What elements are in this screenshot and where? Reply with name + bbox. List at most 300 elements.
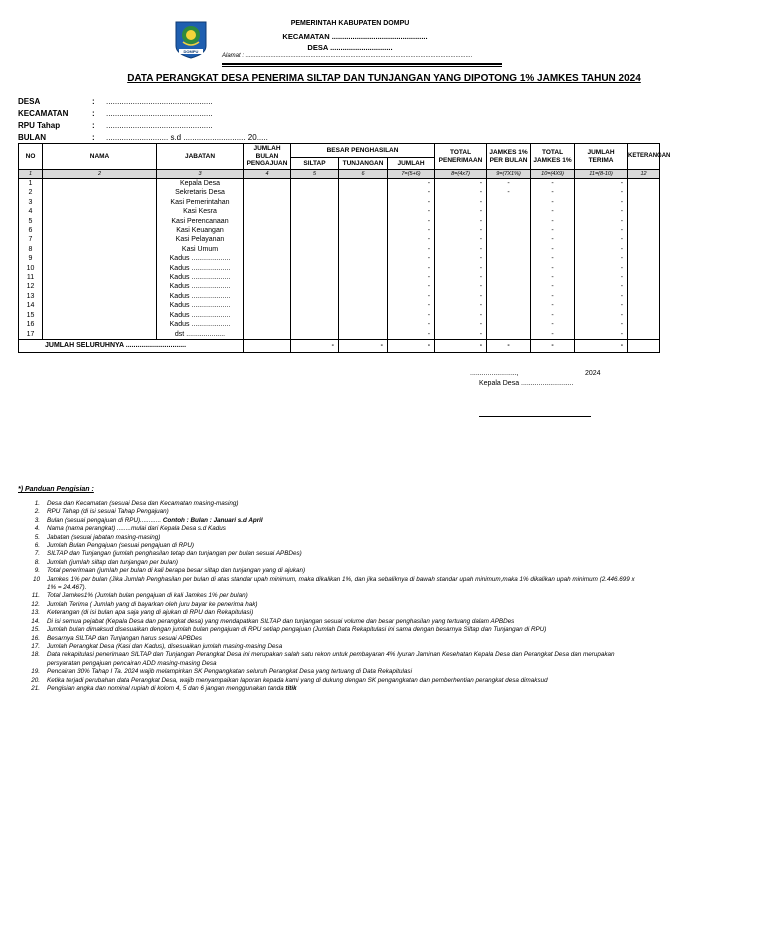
row-tunjangan xyxy=(339,226,388,235)
row-tunjangan xyxy=(339,198,388,207)
row-jumlah: - xyxy=(388,179,435,189)
row-keterangan xyxy=(628,282,660,291)
guide-item-body: Bulan (sesuai pengajuan di RPU)............ xyxy=(47,516,162,524)
row-jumlah-terima: - xyxy=(575,179,628,189)
row-keterangan xyxy=(628,235,660,244)
row-total-penerimaan: - xyxy=(435,207,487,216)
header-siltap: SILTAP xyxy=(291,158,339,170)
guide-item-number: 4. xyxy=(34,525,40,533)
row-siltap xyxy=(291,188,339,197)
guide-item-body: Data rekapitulasi penerimaan SILTAP dan Tunjangan Perangkat Desa ini merupakan salah satu rekon untuk pembayaran 4% Iyuran Jaminan Kesehatan Kepala Desa dan Perangkat Desa dan merupakan persyaratan pengajuan pencairan ADD masing-masing Desa xyxy=(47,651,615,667)
row-jumlah: - xyxy=(388,226,435,235)
row-keterangan xyxy=(628,207,660,216)
row-keterangan xyxy=(628,226,660,235)
row-total-jamkes: - xyxy=(531,198,575,207)
row-no: 13 xyxy=(19,292,43,301)
guide-item-number: 12. xyxy=(31,600,40,608)
row-total-penerimaan: - xyxy=(435,188,487,197)
header-pemerintah: PEMERINTAH KABUPATEN DOMPU xyxy=(290,20,410,27)
row-jumlah-bulan xyxy=(244,301,291,310)
guide-item-body: Besarnya SILTAP dan Tunjangan harus sesuai APBDes xyxy=(47,634,202,642)
row-nama xyxy=(43,292,157,301)
row-jumlah-terima: - xyxy=(575,264,628,273)
guide-item-text xyxy=(47,550,638,558)
row-nama xyxy=(43,282,157,291)
guide-item-body: Jamkes 1% per bulan (Jika Jumlah Penghasilan per bulan di atas standar upah minimum, maka dikalikan 1%, dan jika sebaliknya di bawah standar upah minimum,maka 1% dikalikan upah minimum (2.446.699 x 1% = 24.467). xyxy=(47,575,635,592)
guide-item-number: 3. xyxy=(34,516,40,524)
row-jumlah-bulan xyxy=(244,179,291,189)
row-total-penerimaan: - xyxy=(435,245,487,254)
row-jumlah-terima: - xyxy=(575,320,628,329)
row-jamkes xyxy=(487,254,531,263)
row-jumlah: - xyxy=(388,198,435,207)
row-jabatan: Kadus .................... xyxy=(157,320,244,329)
guide-item-number: 2. xyxy=(34,508,40,516)
row-siltap xyxy=(291,179,339,189)
row-total-penerimaan: - xyxy=(435,254,487,263)
row-jamkes: - xyxy=(487,179,531,189)
guide-item-text xyxy=(47,685,638,693)
guide-list xyxy=(18,500,638,693)
row-nama xyxy=(43,179,157,189)
row-total-jamkes: - xyxy=(531,292,575,301)
header-besar-penghasilan: BESAR PENGHASILAN xyxy=(291,144,435,158)
row-siltap xyxy=(291,226,339,235)
row-keterangan xyxy=(628,330,660,340)
row-no: 6 xyxy=(19,226,43,235)
row-total-penerimaan: - xyxy=(435,282,487,291)
row-jumlah: - xyxy=(388,235,435,244)
guide-item xyxy=(18,626,638,634)
table-row xyxy=(19,273,660,282)
table-row xyxy=(19,207,660,216)
guide-item-body: Jumlah Terima ( Jumlah yang di bayarkan oleh juru bayar ke penerima hak) xyxy=(47,600,258,608)
guide-title: *) Panduan Pengisian : xyxy=(18,486,94,493)
row-jabatan: Kasi Pelayanan xyxy=(157,235,244,244)
guide-item-text xyxy=(47,643,638,651)
row-nama xyxy=(43,226,157,235)
row-nama xyxy=(43,301,157,310)
row-jumlah: - xyxy=(388,188,435,197)
row-jumlah-terima: - xyxy=(575,217,628,226)
table-row xyxy=(19,245,660,254)
guide-item xyxy=(18,559,638,567)
guide-item-body: Keterangan (di isi bulan apa saja yang di ajukan di RPU dan Rekapitulasi) xyxy=(47,609,254,617)
guide-item-number: 8. xyxy=(34,558,40,566)
row-keterangan xyxy=(628,254,660,263)
row-jumlah-terima: - xyxy=(575,311,628,320)
row-keterangan xyxy=(628,311,660,320)
column-number-row xyxy=(19,170,660,179)
guide-item-number: 7. xyxy=(34,550,40,558)
siltap-table xyxy=(18,143,671,353)
row-no: 12 xyxy=(19,282,43,291)
info-rpu-tahap: RPU Tahap : ................................................ xyxy=(18,121,213,130)
guide-item-text xyxy=(47,525,638,533)
header-rule-thick xyxy=(222,63,502,65)
row-total-penerimaan: - xyxy=(435,264,487,273)
row-jumlah-terima: - xyxy=(575,198,628,207)
signature-title: Kepala Desa ........................... xyxy=(479,380,574,387)
header-jumlah: JUMLAH xyxy=(388,158,435,170)
table-row xyxy=(19,292,660,301)
row-jabatan: Kadus .................... xyxy=(157,254,244,263)
row-total-jamkes: - xyxy=(531,320,575,329)
row-tunjangan xyxy=(339,292,388,301)
row-jabatan: Kadus .................... xyxy=(157,282,244,291)
row-jabatan: Kasi Pemerintahan xyxy=(157,198,244,207)
row-jamkes xyxy=(487,245,531,254)
row-siltap xyxy=(291,245,339,254)
row-no: 4 xyxy=(19,207,43,216)
guide-item-body: RPU Tahap (di isi sesuai Tahap Pengajuan) xyxy=(47,508,169,516)
info-kecamatan: KECAMATAN : ................................................ xyxy=(18,109,213,118)
row-jumlah-bulan xyxy=(244,254,291,263)
row-keterangan xyxy=(628,179,660,189)
guide-item-number: 11. xyxy=(31,592,40,600)
row-nama xyxy=(43,273,157,282)
guide-item xyxy=(18,525,638,533)
row-jumlah: - xyxy=(388,207,435,216)
guide-item-number: 14. xyxy=(31,617,40,625)
total-row xyxy=(19,339,660,352)
guide-item-text xyxy=(47,609,638,617)
row-nama xyxy=(43,188,157,197)
total-tunjangan: - xyxy=(339,339,388,352)
row-jumlah-terima: - xyxy=(575,235,628,244)
guide-item-number: 10 xyxy=(32,575,40,583)
row-jabatan: Kadus .................... xyxy=(157,311,244,320)
row-total-jamkes: - xyxy=(531,207,575,216)
row-tunjangan xyxy=(339,207,388,216)
row-jumlah-bulan xyxy=(244,245,291,254)
row-keterangan xyxy=(628,292,660,301)
total-jamkes: - xyxy=(487,339,531,352)
guide-item-text xyxy=(47,500,638,508)
row-jabatan: Kasi Keuangan xyxy=(157,226,244,235)
header-jamkes: JAMKES 1% PER BULAN xyxy=(487,144,531,170)
guide-item-body: Jabatan (sesuai jabatan masing-masing) xyxy=(47,533,161,541)
row-no: 15 xyxy=(19,311,43,320)
header-jumlah-bulan: JUMLAH BULAN PENGAJUAN xyxy=(244,144,291,170)
guide-item-text xyxy=(47,668,638,676)
guide-item xyxy=(18,618,638,626)
row-jumlah-bulan xyxy=(244,207,291,216)
svg-text:DOMPU: DOMPU xyxy=(183,49,199,54)
total-keterangan xyxy=(628,339,660,352)
row-jamkes xyxy=(487,273,531,282)
guide-item-body: Total Jamkes1% (Jumlah bulan pengajuan di kali Jamkes 1% per bulan) xyxy=(47,592,248,600)
row-total-jamkes: - xyxy=(531,188,575,197)
row-nama xyxy=(43,254,157,263)
row-jumlah-terima: - xyxy=(575,188,628,197)
guide-item-body: Ketika terjadi perubahan data Perangkat Desa, wajib menyampaikan laporan kepada kami yang di dukung dengan SK pengangkatan dan pemberhentian perangkat desa dimaksud xyxy=(47,676,548,684)
row-jabatan: Kasi Umum xyxy=(157,245,244,254)
row-tunjangan xyxy=(339,301,388,310)
row-jamkes xyxy=(487,207,531,216)
row-siltap xyxy=(291,217,339,226)
guide-item-body: Di isi semua pejabat (Kepala Desa dan perangkat desa) yang mendapatkan SILTAP dan tunjangan sesuai volume dan besar penghasilan yang tertuang dalam APBDes xyxy=(47,617,515,625)
row-jumlah-terima: - xyxy=(575,245,628,254)
row-total-penerimaan: - xyxy=(435,226,487,235)
total-jumlah: - xyxy=(388,339,435,352)
row-no: 5 xyxy=(19,217,43,226)
guide-item xyxy=(18,542,638,550)
row-tunjangan xyxy=(339,235,388,244)
table-row xyxy=(19,217,660,226)
row-siltap xyxy=(291,273,339,282)
header-total-penerimaan: TOTAL PENERIMAAN xyxy=(435,144,487,170)
total-terima: - xyxy=(575,339,628,352)
row-siltap xyxy=(291,282,339,291)
row-total-penerimaan: - xyxy=(435,179,487,189)
guide-item xyxy=(18,508,638,516)
guide-item xyxy=(18,635,638,643)
header-nama: NAMA xyxy=(43,144,157,170)
row-total-jamkes: - xyxy=(531,245,575,254)
column-number: 12 xyxy=(628,170,660,179)
total-label: JUMLAH SELURUHNYA ............................... xyxy=(19,339,244,352)
row-jumlah-bulan xyxy=(244,330,291,340)
guide-item-body: Pencairan 30% Tahap I Ta. 2024 wajib melampirkan SK Pengangkatan seluruh Perangkat Desa yang tertuang di Data Rekapitulasi xyxy=(47,668,412,676)
row-nama xyxy=(43,198,157,207)
row-jamkes xyxy=(487,330,531,340)
row-tunjangan xyxy=(339,273,388,282)
guide-item-number: 9. xyxy=(34,567,40,575)
guide-item-text xyxy=(47,576,638,593)
row-keterangan xyxy=(628,217,660,226)
guide-item xyxy=(18,500,638,508)
row-total-penerimaan: - xyxy=(435,301,487,310)
guide-item-text xyxy=(47,508,638,516)
row-total-penerimaan: - xyxy=(435,235,487,244)
row-tunjangan xyxy=(339,179,388,189)
guide-item xyxy=(18,517,638,525)
row-siltap xyxy=(291,330,339,340)
row-jumlah-bulan xyxy=(244,320,291,329)
row-jumlah: - xyxy=(388,254,435,263)
guide-item-text xyxy=(47,534,638,542)
guide-item-text xyxy=(47,626,638,634)
row-nama xyxy=(43,320,157,329)
info-desa: DESA : ................................................ xyxy=(18,97,213,106)
guide-item-text xyxy=(47,567,638,575)
row-jumlah-bulan xyxy=(244,226,291,235)
row-nama xyxy=(43,311,157,320)
header-alamat: Alamat : ........................................................................................................................................ xyxy=(222,53,473,59)
row-jumlah: - xyxy=(388,311,435,320)
guide-item-text xyxy=(47,677,638,685)
row-total-penerimaan: - xyxy=(435,292,487,301)
column-number: 7=(5+6) xyxy=(388,170,435,179)
row-jumlah: - xyxy=(388,273,435,282)
guide-item-body: Jumlah Bulan Pengajuan (sesuai pengajuan di RPU) xyxy=(47,542,195,550)
row-jumlah-bulan xyxy=(244,282,291,291)
signature-year: 2024 xyxy=(585,370,601,377)
row-siltap xyxy=(291,301,339,310)
row-jabatan: Kasi Perencanaan xyxy=(157,217,244,226)
row-keterangan xyxy=(628,264,660,273)
row-siltap xyxy=(291,207,339,216)
row-tunjangan xyxy=(339,217,388,226)
guide-item-bold: titik xyxy=(285,684,297,692)
row-total-jamkes: - xyxy=(531,235,575,244)
row-jamkes xyxy=(487,226,531,235)
table-row xyxy=(19,179,660,189)
column-number: 4 xyxy=(244,170,291,179)
row-tunjangan xyxy=(339,264,388,273)
row-jabatan: dst .................... xyxy=(157,330,244,340)
row-no: 17 xyxy=(19,330,43,340)
table-row xyxy=(19,282,660,291)
kabupaten-dompu-logo xyxy=(174,20,208,60)
row-nama xyxy=(43,264,157,273)
row-jamkes xyxy=(487,264,531,273)
row-jabatan: Kadus .................... xyxy=(157,264,244,273)
guide-item xyxy=(18,576,638,593)
signature-line xyxy=(479,416,591,417)
row-keterangan xyxy=(628,320,660,329)
row-jumlah-bulan xyxy=(244,292,291,301)
row-jamkes xyxy=(487,235,531,244)
row-no: 2 xyxy=(19,188,43,197)
guide-item-body: Desa dan Kecamatan (sesuai Desa dan Kecamatan masing-masing) xyxy=(47,500,239,507)
row-jamkes xyxy=(487,320,531,329)
row-siltap xyxy=(291,264,339,273)
table-row xyxy=(19,311,660,320)
guide-item xyxy=(18,592,638,600)
column-number: 3 xyxy=(157,170,244,179)
row-keterangan xyxy=(628,245,660,254)
guide-item-text xyxy=(47,618,638,626)
row-nama xyxy=(43,217,157,226)
row-tunjangan xyxy=(339,254,388,263)
row-total-jamkes: - xyxy=(531,273,575,282)
row-jumlah-terima: - xyxy=(575,254,628,263)
row-total-jamkes: - xyxy=(531,217,575,226)
header-jabatan: JABATAN xyxy=(157,144,244,170)
row-nama xyxy=(43,330,157,340)
document-title: DATA PERANGKAT DESA PENERIMA SILTAP DAN TUNJANGAN YANG DIPOTONG 1% JAMKES TAHUN 2024 xyxy=(127,73,641,84)
column-number: 6 xyxy=(339,170,388,179)
row-keterangan xyxy=(628,188,660,197)
row-total-jamkes: - xyxy=(531,301,575,310)
row-tunjangan xyxy=(339,320,388,329)
row-jumlah: - xyxy=(388,217,435,226)
guide-item xyxy=(18,567,638,575)
row-jumlah-bulan xyxy=(244,217,291,226)
row-no: 3 xyxy=(19,198,43,207)
row-total-penerimaan: - xyxy=(435,320,487,329)
row-total-jamkes: - xyxy=(531,264,575,273)
guide-item-bold: Contoh : Bulan : Januari s.d April xyxy=(162,516,263,524)
signature-date: ........................, xyxy=(470,370,519,377)
guide-item-text xyxy=(47,542,638,550)
row-tunjangan xyxy=(339,311,388,320)
column-number: 5 xyxy=(291,170,339,179)
header-keterangan: KETERANGAN xyxy=(628,144,660,170)
guide-item-number: 17. xyxy=(31,642,40,650)
row-keterangan xyxy=(628,198,660,207)
guide-item-body: Total penerimaan (jumlah per bulan di kali berapa besar siltap dan tunjangan yang di ajukan) xyxy=(47,567,306,575)
row-total-penerimaan: - xyxy=(435,217,487,226)
total-penerimaan: - xyxy=(435,339,487,352)
guide-item-body: SILTAP dan Tunjangan (jumlah penghasilan tetap dan tunjangan per bulan sesuai APBDes) xyxy=(47,550,302,558)
row-jumlah-terima: - xyxy=(575,330,628,340)
row-jabatan: Kadus .................... xyxy=(157,301,244,310)
row-jumlah-terima: - xyxy=(575,273,628,282)
guide-item xyxy=(18,643,638,651)
row-jumlah-bulan xyxy=(244,264,291,273)
total-siltap: - xyxy=(291,339,339,352)
guide-item-number: 6. xyxy=(34,542,40,550)
guide-item-number: 20. xyxy=(31,676,40,684)
header-jumlah-terima: JUMLAH TERIMA xyxy=(575,144,628,170)
guide-item xyxy=(18,601,638,609)
guide-item-body: Pengisian angka dan nominal rupiah di kolom 4, 5 dan 6 jangan menggunakan tanda xyxy=(47,684,284,692)
row-nama xyxy=(43,207,157,216)
row-total-jamkes: - xyxy=(531,179,575,189)
guide-item xyxy=(18,677,638,685)
column-number: 9=(7X1%) xyxy=(487,170,531,179)
row-jamkes xyxy=(487,282,531,291)
guide-item-number: 19. xyxy=(31,668,40,676)
guide-item-body: Jumlah (jumlah siltap dan tunjangan per bulan) xyxy=(47,558,178,566)
row-jumlah: - xyxy=(388,264,435,273)
header-desa: DESA .............................. xyxy=(307,43,393,52)
guide-item-number: 1. xyxy=(34,500,40,507)
guide-item-number: 18. xyxy=(31,651,40,659)
column-number: 11=(8-10) xyxy=(575,170,628,179)
row-jumlah: - xyxy=(388,292,435,301)
row-no: 16 xyxy=(19,320,43,329)
guide-item-number: 16. xyxy=(31,634,40,642)
row-jabatan: Sekretaris Desa xyxy=(157,188,244,197)
guide-item-body: Jumlah Perangkat Desa (Kasi dan Kadus), disesuaikan jumlah masing-masing Desa xyxy=(47,642,283,650)
row-jumlah: - xyxy=(388,330,435,340)
row-total-jamkes: - xyxy=(531,226,575,235)
column-number: 1 xyxy=(19,170,43,179)
row-total-jamkes: - xyxy=(531,254,575,263)
row-jamkes xyxy=(487,198,531,207)
guide-item-body: Nama (nama perangkat) ........mulai dari Kepala Desa s.d Kadus xyxy=(47,525,226,533)
row-jamkes xyxy=(487,292,531,301)
row-no: 10 xyxy=(19,264,43,273)
row-total-penerimaan: - xyxy=(435,273,487,282)
row-total-penerimaan: - xyxy=(435,311,487,320)
guide-item-number: 5. xyxy=(34,533,40,541)
guide-item xyxy=(18,651,638,668)
row-nama xyxy=(43,235,157,244)
row-jamkes xyxy=(487,301,531,310)
guide-item xyxy=(18,534,638,542)
row-jumlah-terima: - xyxy=(575,226,628,235)
row-jumlah-bulan xyxy=(244,311,291,320)
row-total-penerimaan: - xyxy=(435,330,487,340)
column-number: 10=(4X9) xyxy=(531,170,575,179)
guide-item-text xyxy=(47,517,638,525)
row-total-jamkes: - xyxy=(531,282,575,291)
column-number: 8=(4x7) xyxy=(435,170,487,179)
row-no: 11 xyxy=(19,273,43,282)
guide-item xyxy=(18,668,638,676)
row-jabatan: Kadus .................... xyxy=(157,292,244,301)
guide-item-number: 13. xyxy=(31,609,40,617)
total-cell xyxy=(244,339,291,352)
guide-item xyxy=(18,685,638,693)
row-jamkes xyxy=(487,311,531,320)
row-jumlah: - xyxy=(388,245,435,254)
